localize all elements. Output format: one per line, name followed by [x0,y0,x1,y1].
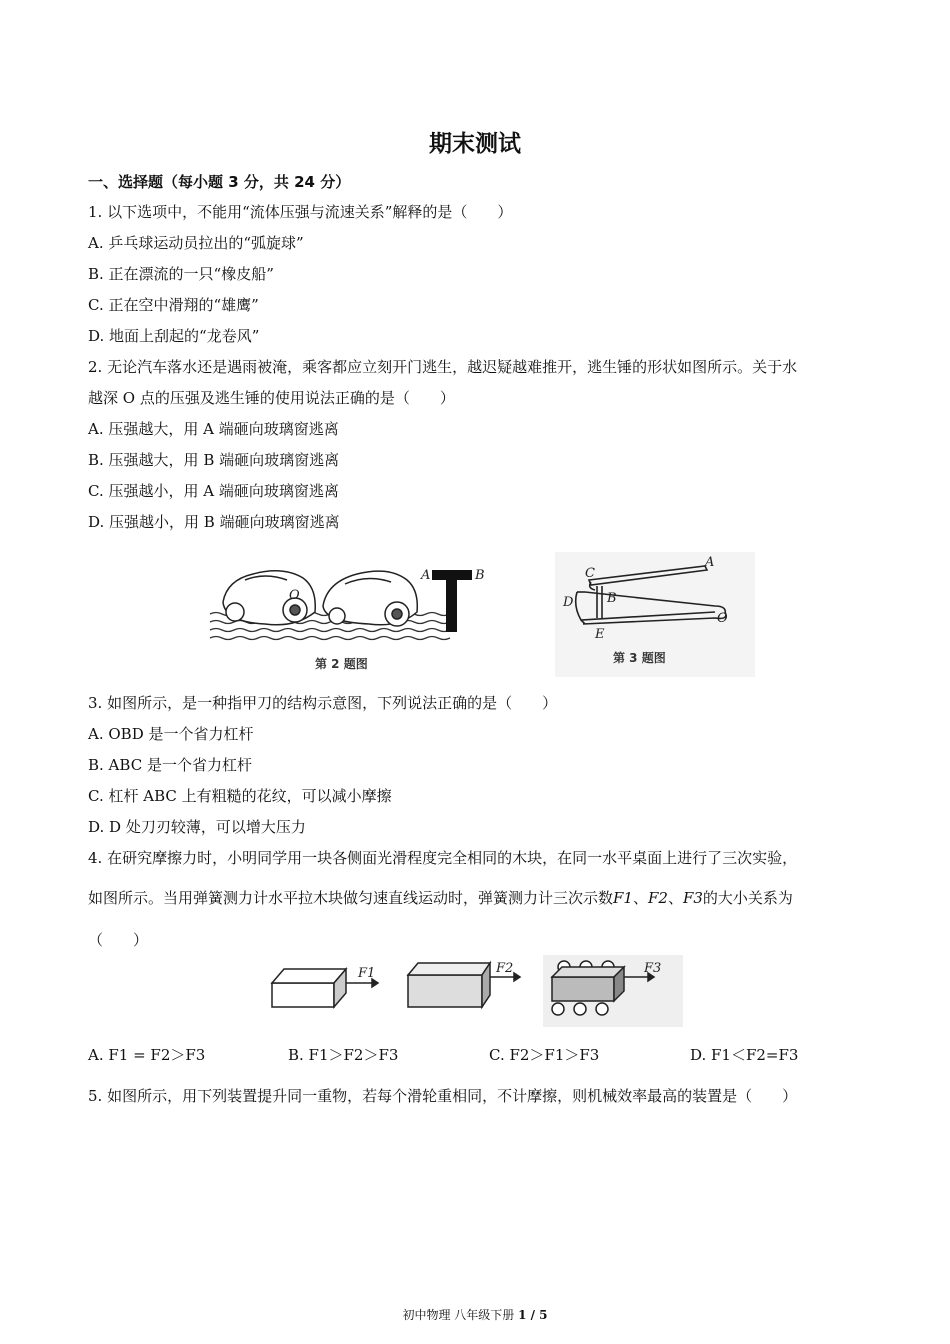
q2-option-b: B. 压强越大，用 B 端砸向玻璃窗逃离 [88,451,340,469]
q5-stem: 5. 如图所示，用下列装置提升同一重物，若每个滑轮重相同，不计摩擦，则机械效率最高的装置是（ ） [88,1087,798,1105]
page-footer [0,1306,950,1323]
page-number: 1 / 5 [518,1308,548,1322]
fig3-label-a: A [705,555,715,570]
q4-option-c: C. F2＞F1＞F3 [489,1046,600,1064]
q4-option-b: B. F1＞F2＞F3 [288,1046,399,1064]
q2-option-a: A. 压强越大，用 A 端砸向玻璃窗逃离 [88,420,339,438]
q3-option-a: A. OBD 是一个省力杠杆 [88,725,254,743]
q4-force-3: F3 [682,889,703,907]
q4-option-a: A. F1 = F2＞F3 [88,1046,206,1064]
figure-q4 [268,955,683,1027]
car-left [223,571,315,625]
q1-option-d: D. 地面上刮起的“龙卷风” [88,327,260,345]
q4-stem-line2-suffix: 的大小关系为 [702,889,793,907]
fig2-label-a: A [421,568,431,583]
q4-force-2: F2 [647,889,668,907]
car-right [323,571,417,626]
section-heading: 一、选择题（每小题 3 分，共 24 分） [88,173,351,191]
q4-stem-line2: 如图所示。当用弹簧测力计水平拉木块做匀速直线运动时，弹簧测力计三次示数F1、F2、F3的大小关系为 [88,889,793,907]
fig3-label-d: D [563,595,574,610]
page-title: 期末测试 [429,131,521,157]
q2-option-d: D. 压强越小，用 B 端砸向玻璃窗逃离 [88,513,340,531]
q2-option-c: C. 压强越小，用 A 端砸向玻璃窗逃离 [88,482,339,500]
fig4-label-f3: F3 [644,961,662,976]
q2-stem-line1: 2. 无论汽车落水还是遇雨被淹，乘客都应立刻开门逃生，越迟疑越难推开，逃生锤的形状如图所示。关于水 [88,358,798,376]
fig3-label-e: E [595,627,605,642]
q4-stem-line2-prefix: 如图所示。当用弹簧测力计水平拉木块做匀速直线运动时，弹簧测力计三次示数 [88,889,614,907]
q1-option-c: C. 正在空中滑翔的“雄鹰” [88,296,259,314]
fig4-label-f1: F1 [358,966,376,981]
q4-stem-line1: 4. 在研究摩擦力时，小明同学用一块各侧面光滑程度完全相同的木块，在同一水平桌面上进行了三次实验， [88,849,798,867]
figure-q2 [205,552,485,677]
fig3-caption: 第 3 题图 [613,651,666,665]
fig3-label-o: O [717,611,728,626]
q3-option-c: C. 杠杆 ABC 上有粗糙的花纹，可以减小摩擦 [88,787,392,805]
fig2-caption: 第 2 题图 [315,657,368,671]
q4-option-d: D. F1＜F2=F3 [690,1046,799,1064]
fig2-label-o: O [289,588,300,603]
figure-q3 [555,552,755,677]
fig3-label-c: C [585,566,595,581]
q1-option-a: A. 乒乓球运动员拉出的“弧旋球” [88,234,304,252]
q1-option-b: B. 正在漂流的一只“橡皮船” [88,265,274,283]
q3-option-b: B. ABC 是一个省力杠杆 [88,756,252,774]
q4-stem-line3: （ ） [88,931,149,949]
q3-option-d: D. D 处刀刃较薄，可以增大压力 [88,818,306,836]
fig4-label-f2: F2 [496,961,514,976]
fig3-label-b: B [607,591,617,606]
q1-stem: 1. 以下选项中，不能用“流体压强与流速关系”解释的是（ ） [88,203,513,221]
q3-stem: 3. 如图所示，是一种指甲刀的结构示意图，下列说法正确的是（ ） [88,694,558,712]
q2-stem-line2: 越深 O 点的压强及逃生锤的使用说法正确的是（ ） [88,389,455,407]
fig2-label-b: B [475,568,485,583]
q4-force-1: F1 [613,889,633,907]
footer-text: 初中物理 八年级下册 [402,1308,519,1322]
